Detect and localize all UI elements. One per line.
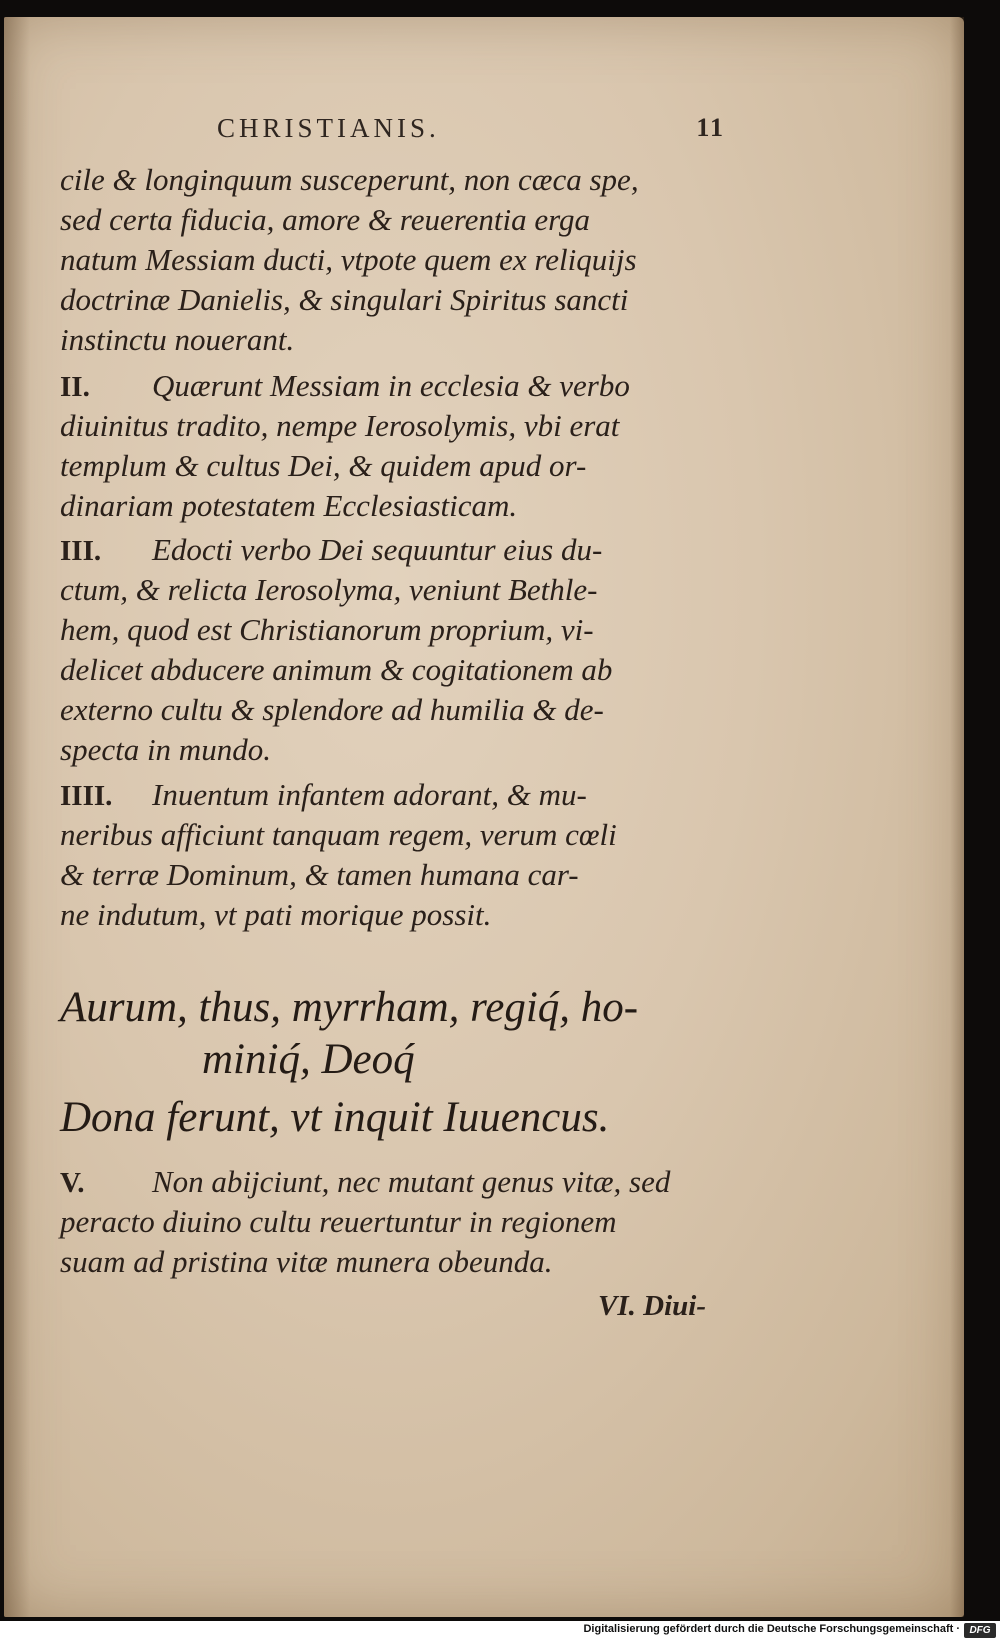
text-line: delicet abducere animum & cogitationem ab bbox=[60, 652, 613, 687]
text-line: diuinitus tradito, nempe Ierosolymis, vbi erat bbox=[60, 408, 620, 443]
dfg-logo: DFG bbox=[964, 1623, 996, 1638]
text-line: & terræ Dominum, & tamen humana car- bbox=[60, 857, 579, 892]
section-numeral: III. bbox=[60, 535, 102, 567]
text-line: instinctu nouerant. bbox=[60, 322, 295, 357]
text-line: suam ad pristina vitæ munera obeunda. bbox=[60, 1244, 553, 1279]
digitization-footer bbox=[0, 1621, 1000, 1641]
running-title: CHRISTIANIS. bbox=[217, 113, 440, 143]
text-line: externo cultu & splendore ad humilia & de- bbox=[60, 692, 604, 727]
text-line: peracto diuino cultu reuertuntur in regionem bbox=[60, 1204, 617, 1239]
page-edge-shadow bbox=[950, 17, 964, 1617]
text-line: cile & longinquum susceperunt, non cæca spe, bbox=[60, 162, 639, 197]
verse-line: miniq́, Deoq́ bbox=[202, 1036, 415, 1083]
text-line: Non abijciunt, nec mutant genus vitæ, sed bbox=[152, 1164, 671, 1199]
catchword: VI. Diui- bbox=[598, 1290, 706, 1322]
section-ii bbox=[60, 366, 720, 526]
page-number: 11 bbox=[696, 113, 725, 142]
text-line: Edocti verbo Dei sequuntur eius du- bbox=[152, 532, 603, 567]
section-iii bbox=[60, 530, 720, 770]
text-line: sed certa fiducia, amore & reuerentia erga bbox=[60, 202, 591, 237]
section-v bbox=[60, 1162, 720, 1282]
text-line: ne indutum, vt pati morique possit. bbox=[60, 897, 492, 932]
verse-line: Dona ferunt, vt inquit Iuuencus. bbox=[60, 1094, 610, 1141]
section-numeral: IIII. bbox=[60, 780, 113, 812]
text-line: dinariam potestatem Ecclesiasticam. bbox=[60, 488, 518, 523]
verse-line: Aurum, thus, myrrham, regiq́, ho- bbox=[60, 984, 639, 1031]
funding-credit: Digitalisierung gefördert durch die Deutsche Forschungsgemeinschaft · bbox=[583, 1623, 960, 1635]
text-line: ctum, & relicta Ierosolyma, veniunt Bethle- bbox=[60, 572, 598, 607]
section-numeral: II. bbox=[60, 371, 90, 403]
section-numeral: V. bbox=[60, 1167, 85, 1199]
text-line: Quærunt Messiam in ecclesia & verbo bbox=[152, 368, 630, 403]
text-line: templum & cultus Dei, & quidem apud or- bbox=[60, 448, 587, 483]
section-iiii bbox=[60, 775, 720, 935]
text-line: natum Messiam ducti, vtpote quem ex reliquijs bbox=[60, 242, 637, 277]
text-line: specta in mundo. bbox=[60, 732, 271, 767]
text-line: hem, quod est Christianorum proprium, vi- bbox=[60, 612, 594, 647]
page-spine-shadow bbox=[4, 17, 30, 1617]
running-header bbox=[205, 113, 725, 153]
text-line: Inuentum infantem adorant, & mu- bbox=[152, 777, 587, 812]
verse-quotation bbox=[60, 982, 760, 1144]
text-line: neribus afficiunt tanquam regem, verum cœli bbox=[60, 817, 617, 852]
text-line: doctrinæ Danielis, & singulari Spiritus sancti bbox=[60, 282, 629, 317]
paragraph-continuation bbox=[60, 160, 720, 360]
